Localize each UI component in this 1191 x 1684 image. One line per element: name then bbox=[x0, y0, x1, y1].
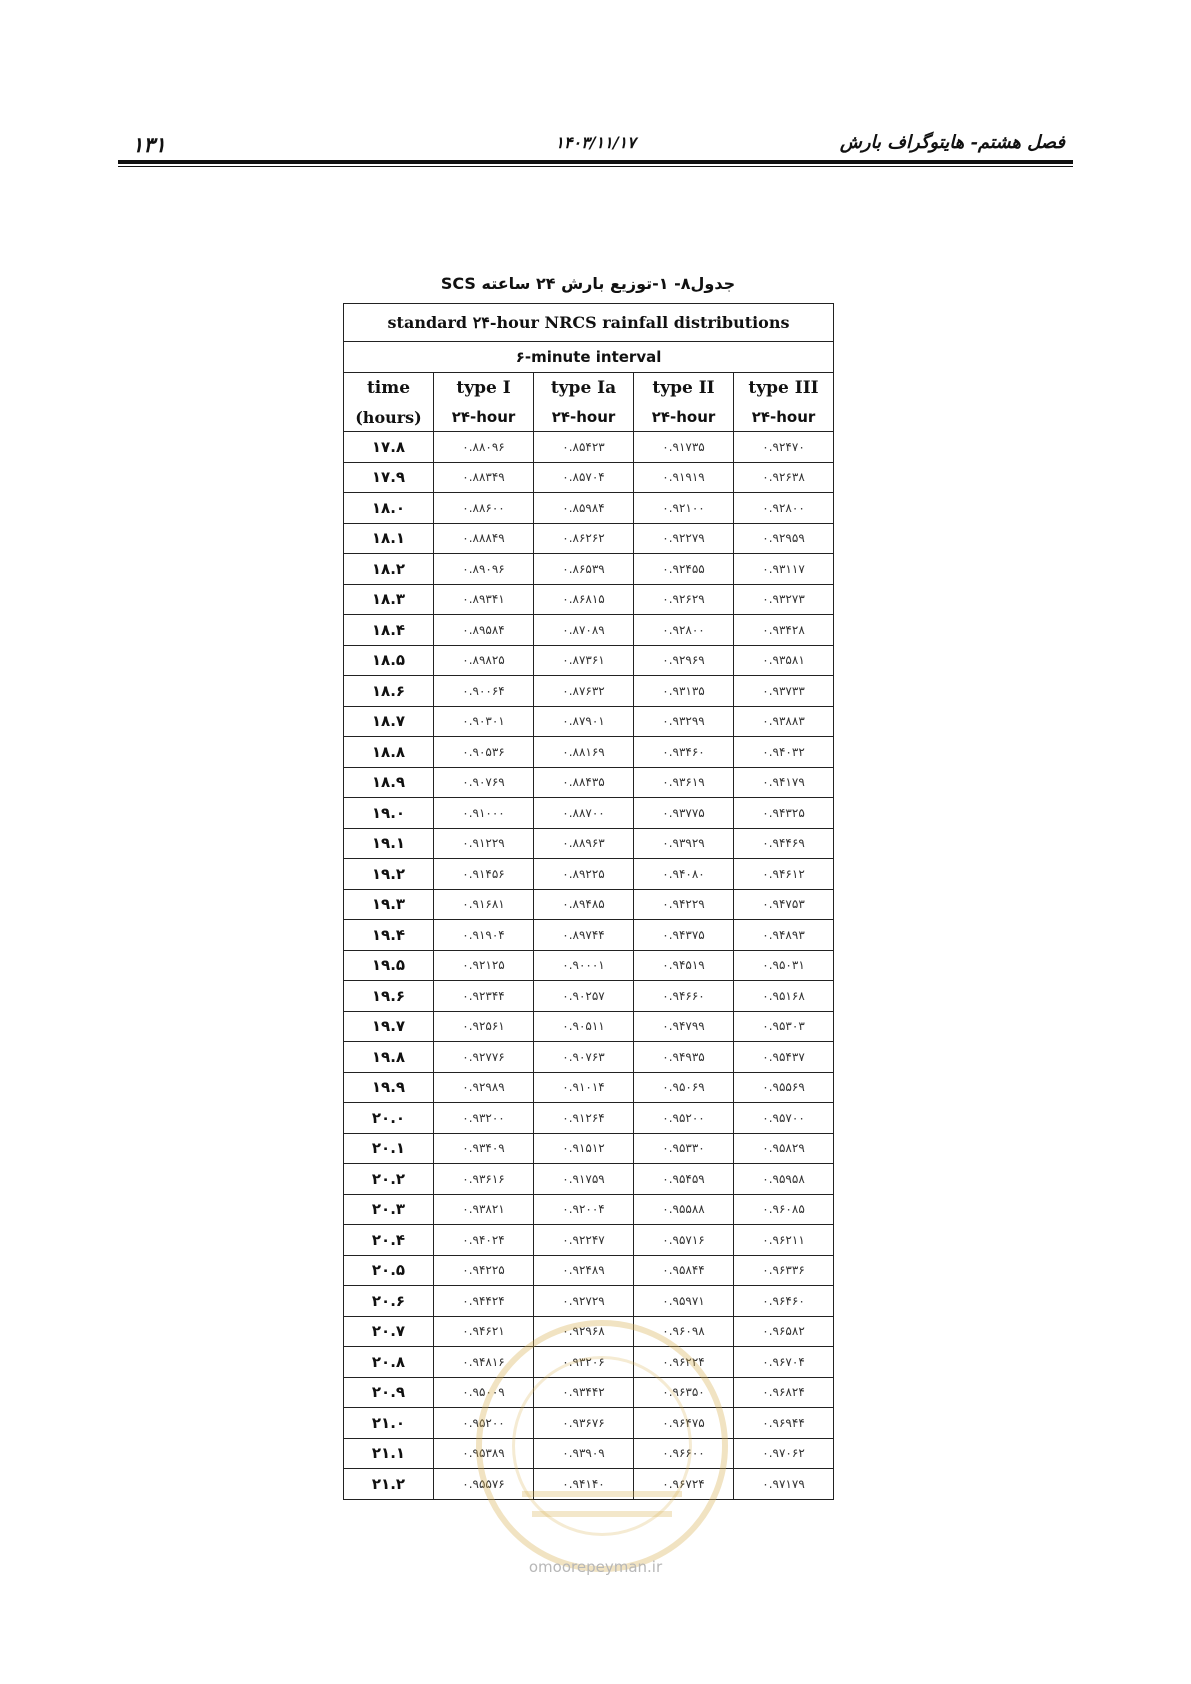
table-row bbox=[344, 920, 834, 951]
value-cell: ۰.۹۰۰۶۴ bbox=[434, 676, 534, 707]
value-cell: ۰.۹۲۹۸۹ bbox=[434, 1072, 534, 1103]
time-cell: ۱۹.۹ bbox=[344, 1072, 434, 1103]
column-unit: ۲۴-hour bbox=[434, 403, 534, 432]
value-cell: ۰.۹۳۲۹۹ bbox=[634, 706, 734, 737]
value-cell: ۰.۸۷۹۰۱ bbox=[534, 706, 634, 737]
value-cell: ۰.۹۴۲۲۵ bbox=[434, 1255, 534, 1286]
value-cell: ۰.۹۱۰۰۰ bbox=[434, 798, 534, 829]
value-cell: ۰.۸۹۲۲۵ bbox=[534, 859, 634, 890]
table-row bbox=[344, 828, 834, 859]
value-cell: ۰.۹۵۹۵۸ bbox=[734, 1164, 834, 1195]
value-cell: ۰.۹۵۰۳۱ bbox=[734, 950, 834, 981]
value-cell: ۰.۹۳۴۰۹ bbox=[434, 1133, 534, 1164]
value-cell: ۰.۸۸۳۴۹ bbox=[434, 462, 534, 493]
time-cell: ۱۹.۶ bbox=[344, 981, 434, 1012]
table-row bbox=[344, 462, 834, 493]
time-cell: ۲۰.۲ bbox=[344, 1164, 434, 1195]
value-cell: ۰.۹۲۶۳۸ bbox=[734, 462, 834, 493]
value-cell: ۰.۹۵۲۰۰ bbox=[434, 1408, 534, 1439]
table-row bbox=[344, 1377, 834, 1408]
time-cell: ۱۸.۳ bbox=[344, 584, 434, 615]
table-row bbox=[344, 798, 834, 829]
value-cell: ۰.۹۴۰۳۲ bbox=[734, 737, 834, 768]
value-cell: ۰.۸۶۲۶۲ bbox=[534, 523, 634, 554]
time-cell: ۱۷.۹ bbox=[344, 462, 434, 493]
value-cell: ۰.۹۰۰۰۱ bbox=[534, 950, 634, 981]
value-cell: ۰.۹۱۲۲۹ bbox=[434, 828, 534, 859]
value-cell: ۰.۹۵۴۳۷ bbox=[734, 1042, 834, 1073]
table-row bbox=[344, 1194, 834, 1225]
value-cell: ۰.۹۳۴۴۲ bbox=[534, 1377, 634, 1408]
value-cell: ۰.۹۳۷۳۳ bbox=[734, 676, 834, 707]
value-cell: ۰.۸۵۴۲۳ bbox=[534, 432, 634, 463]
watermark-site: omoorepeyman.ir bbox=[528, 1558, 663, 1576]
value-cell: ۰.۹۱۴۵۶ bbox=[434, 859, 534, 890]
value-cell: ۰.۹۲۱۲۵ bbox=[434, 950, 534, 981]
column-header: type Ia bbox=[534, 373, 634, 404]
value-cell: ۰.۹۲۲۴۷ bbox=[534, 1225, 634, 1256]
value-cell: ۰.۸۶۸۱۵ bbox=[534, 584, 634, 615]
value-cell: ۰.۹۲۷۲۹ bbox=[534, 1286, 634, 1317]
table-row bbox=[344, 432, 834, 463]
value-cell: ۰.۹۴۷۵۳ bbox=[734, 889, 834, 920]
column-unit: ۲۴-hour bbox=[534, 403, 634, 432]
value-cell: ۰.۹۴۴۶۹ bbox=[734, 828, 834, 859]
table-subtitle: ۶-minute interval bbox=[344, 342, 834, 373]
value-cell: ۰.۹۲۶۲۹ bbox=[634, 584, 734, 615]
value-cell: ۰.۹۴۸۱۶ bbox=[434, 1347, 534, 1378]
time-cell: ۱۹.۵ bbox=[344, 950, 434, 981]
value-cell: ۰.۹۲۸۰۰ bbox=[734, 493, 834, 524]
value-cell: ۰.۹۲۷۷۶ bbox=[434, 1042, 534, 1073]
time-cell: ۲۰.۰ bbox=[344, 1103, 434, 1134]
value-cell: ۰.۹۶۷۰۴ bbox=[734, 1347, 834, 1378]
table-row bbox=[344, 1438, 834, 1469]
value-cell: ۰.۹۳۴۶۰ bbox=[634, 737, 734, 768]
value-cell: ۰.۹۵۳۸۹ bbox=[434, 1438, 534, 1469]
table-row bbox=[344, 1225, 834, 1256]
value-cell: ۰.۹۳۴۲۸ bbox=[734, 615, 834, 646]
column-header: time bbox=[344, 373, 434, 404]
value-cell: ۰.۹۵۸۴۴ bbox=[634, 1255, 734, 1286]
value-cell: ۰.۹۵۱۶۸ bbox=[734, 981, 834, 1012]
value-cell: ۰.۸۸۱۶۹ bbox=[534, 737, 634, 768]
value-cell: ۰.۹۴۳۲۵ bbox=[734, 798, 834, 829]
value-cell: ۰.۹۱۰۱۴ bbox=[534, 1072, 634, 1103]
value-cell: ۰.۸۸۸۴۹ bbox=[434, 523, 534, 554]
value-cell: ۰.۹۲۱۰۰ bbox=[634, 493, 734, 524]
time-cell: ۲۰.۱ bbox=[344, 1133, 434, 1164]
table-row bbox=[344, 706, 834, 737]
table-row bbox=[344, 1011, 834, 1042]
time-cell: ۱۸.۴ bbox=[344, 615, 434, 646]
table-row bbox=[344, 1133, 834, 1164]
column-unit-row bbox=[344, 403, 834, 432]
time-cell: ۲۰.۷ bbox=[344, 1316, 434, 1347]
value-cell: ۰.۸۹۳۴۱ bbox=[434, 584, 534, 615]
value-cell: ۰.۹۵۵۶۹ bbox=[734, 1072, 834, 1103]
value-cell: ۰.۹۴۴۲۴ bbox=[434, 1286, 534, 1317]
header-rule-thin bbox=[118, 166, 1073, 167]
value-cell: ۰.۸۸۹۶۳ bbox=[534, 828, 634, 859]
value-cell: ۰.۹۶۷۲۴ bbox=[634, 1469, 734, 1500]
value-cell: ۰.۹۳۶۱۹ bbox=[634, 767, 734, 798]
rainfall-distribution-table bbox=[343, 303, 834, 1500]
value-cell: ۰.۹۱۲۶۴ bbox=[534, 1103, 634, 1134]
value-cell: ۰.۹۳۸۲۱ bbox=[434, 1194, 534, 1225]
time-cell: ۱۹.۳ bbox=[344, 889, 434, 920]
value-cell: ۰.۹۲۸۰۰ bbox=[634, 615, 734, 646]
value-cell: ۰.۹۳۷۷۵ bbox=[634, 798, 734, 829]
column-header-row bbox=[344, 373, 834, 404]
value-cell: ۰.۹۳۲۰۶ bbox=[534, 1347, 634, 1378]
value-cell: ۰.۹۵۸۲۹ bbox=[734, 1133, 834, 1164]
value-cell: ۰.۹۵۳۳۰ bbox=[634, 1133, 734, 1164]
value-cell: ۰.۹۰۷۶۹ bbox=[434, 767, 534, 798]
value-cell: ۰.۸۶۵۳۹ bbox=[534, 554, 634, 585]
value-cell: ۰.۹۱۷۵۹ bbox=[534, 1164, 634, 1195]
value-cell: ۰.۹۳۸۸۳ bbox=[734, 706, 834, 737]
value-cell: ۰.۸۹۷۴۴ bbox=[534, 920, 634, 951]
table-row bbox=[344, 1469, 834, 1500]
value-cell: ۰.۹۶۰۹۸ bbox=[634, 1316, 734, 1347]
value-cell: ۰.۹۲۴۵۵ bbox=[634, 554, 734, 585]
value-cell: ۰.۹۵۵۸۸ bbox=[634, 1194, 734, 1225]
table-row bbox=[344, 1164, 834, 1195]
value-cell: ۰.۹۶۴۷۵ bbox=[634, 1408, 734, 1439]
time-cell: ۱۸.۶ bbox=[344, 676, 434, 707]
time-cell: ۱۸.۹ bbox=[344, 767, 434, 798]
table-row bbox=[344, 767, 834, 798]
value-cell: ۰.۹۰۵۱۱ bbox=[534, 1011, 634, 1042]
value-cell: ۰.۹۴۳۷۵ bbox=[634, 920, 734, 951]
time-cell: ۱۹.۰ bbox=[344, 798, 434, 829]
value-cell: ۰.۹۶۴۶۰ bbox=[734, 1286, 834, 1317]
value-cell: ۰.۹۳۱۱۷ bbox=[734, 554, 834, 585]
table-row bbox=[344, 554, 834, 585]
table-row bbox=[344, 1103, 834, 1134]
value-cell: ۰.۹۲۹۶۹ bbox=[634, 645, 734, 676]
value-cell: ۰.۹۲۲۷۹ bbox=[634, 523, 734, 554]
value-cell: ۰.۹۵۳۰۳ bbox=[734, 1011, 834, 1042]
value-cell: ۰.۹۳۱۳۵ bbox=[634, 676, 734, 707]
value-cell: ۰.۸۷۰۸۹ bbox=[534, 615, 634, 646]
value-cell: ۰.۹۶۵۸۲ bbox=[734, 1316, 834, 1347]
value-cell: ۰.۹۷۱۷۹ bbox=[734, 1469, 834, 1500]
value-cell: ۰.۹۱۶۸۱ bbox=[434, 889, 534, 920]
value-cell: ۰.۹۰۵۳۶ bbox=[434, 737, 534, 768]
value-cell: ۰.۸۸۶۰۰ bbox=[434, 493, 534, 524]
value-cell: ۰.۹۵۷۰۰ bbox=[734, 1103, 834, 1134]
value-cell: ۰.۸۹۵۸۴ bbox=[434, 615, 534, 646]
value-cell: ۰.۹۴۶۶۰ bbox=[634, 981, 734, 1012]
value-cell: ۰.۹۲۵۶۱ bbox=[434, 1011, 534, 1042]
table-row bbox=[344, 676, 834, 707]
value-cell: ۰.۹۴۶۲۱ bbox=[434, 1316, 534, 1347]
time-cell: ۱۹.۲ bbox=[344, 859, 434, 890]
value-cell: ۰.۹۵۵۷۶ bbox=[434, 1469, 534, 1500]
table-row bbox=[344, 889, 834, 920]
value-cell: ۰.۸۷۶۳۲ bbox=[534, 676, 634, 707]
column-unit: ۲۴-hour bbox=[734, 403, 834, 432]
value-cell: ۰.۹۳۲۷۳ bbox=[734, 584, 834, 615]
value-cell: ۰.۹۰۷۶۳ bbox=[534, 1042, 634, 1073]
value-cell: ۰.۹۵۷۱۶ bbox=[634, 1225, 734, 1256]
time-cell: ۲۰.۹ bbox=[344, 1377, 434, 1408]
value-cell: ۰.۹۴۲۲۹ bbox=[634, 889, 734, 920]
table-row bbox=[344, 1347, 834, 1378]
table-row bbox=[344, 1408, 834, 1439]
value-cell: ۰.۹۵۲۰۰ bbox=[634, 1103, 734, 1134]
value-cell: ۰.۹۰۲۵۷ bbox=[534, 981, 634, 1012]
value-cell: ۰.۹۲۴۸۹ bbox=[534, 1255, 634, 1286]
time-cell: ۱۹.۷ bbox=[344, 1011, 434, 1042]
value-cell: ۰.۹۵۴۵۹ bbox=[634, 1164, 734, 1195]
value-cell: ۰.۸۸۴۳۵ bbox=[534, 767, 634, 798]
value-cell: ۰.۹۲۹۶۸ bbox=[534, 1316, 634, 1347]
table-row bbox=[344, 584, 834, 615]
value-cell: ۰.۹۱۷۳۵ bbox=[634, 432, 734, 463]
page-header bbox=[118, 128, 1073, 156]
time-cell: ۲۱.۰ bbox=[344, 1408, 434, 1439]
table-title: standard ۲۴-hour NRCS rainfall distributions bbox=[344, 304, 834, 342]
page-number: ۱۳۱ bbox=[132, 132, 166, 157]
table-row bbox=[344, 981, 834, 1012]
value-cell: ۰.۹۶۲۱۱ bbox=[734, 1225, 834, 1256]
chapter-title: فصل هشتم- هایتوگراف بارش bbox=[839, 132, 1065, 153]
value-cell: ۰.۹۴۰۸۰ bbox=[634, 859, 734, 890]
value-cell: ۰.۹۶۹۴۴ bbox=[734, 1408, 834, 1439]
value-cell: ۰.۹۶۳۵۰ bbox=[634, 1377, 734, 1408]
value-cell: ۰.۹۶۰۸۵ bbox=[734, 1194, 834, 1225]
header-date: ۱۴۰۳/۱۱/۱۷ bbox=[555, 133, 636, 152]
time-cell: ۲۱.۱ bbox=[344, 1438, 434, 1469]
value-cell: ۰.۸۹۴۸۵ bbox=[534, 889, 634, 920]
value-cell: ۰.۸۵۷۰۴ bbox=[534, 462, 634, 493]
value-cell: ۰.۹۰۳۰۱ bbox=[434, 706, 534, 737]
time-cell: ۱۹.۴ bbox=[344, 920, 434, 951]
value-cell: ۰.۹۱۹۰۴ bbox=[434, 920, 534, 951]
value-cell: ۰.۹۴۱۴۰ bbox=[534, 1469, 634, 1500]
time-cell: ۲۰.۶ bbox=[344, 1286, 434, 1317]
value-cell: ۰.۹۲۹۵۹ bbox=[734, 523, 834, 554]
table-row bbox=[344, 950, 834, 981]
value-cell: ۰.۸۵۹۸۴ bbox=[534, 493, 634, 524]
value-cell: ۰.۹۶۲۲۴ bbox=[634, 1347, 734, 1378]
table-row bbox=[344, 645, 834, 676]
value-cell: ۰.۹۲۴۷۰ bbox=[734, 432, 834, 463]
table-row bbox=[344, 1316, 834, 1347]
time-cell: ۲۰.۸ bbox=[344, 1347, 434, 1378]
value-cell: ۰.۹۴۷۹۹ bbox=[634, 1011, 734, 1042]
time-cell: ۱۹.۱ bbox=[344, 828, 434, 859]
table-row bbox=[344, 1286, 834, 1317]
column-unit: ۲۴-hour bbox=[634, 403, 734, 432]
time-cell: ۱۹.۸ bbox=[344, 1042, 434, 1073]
value-cell: ۰.۹۱۹۱۹ bbox=[634, 462, 734, 493]
value-cell: ۰.۹۴۰۲۴ bbox=[434, 1225, 534, 1256]
time-cell: ۱۸.۷ bbox=[344, 706, 434, 737]
value-cell: ۰.۹۵۰۶۹ bbox=[634, 1072, 734, 1103]
value-cell: ۰.۸۹۰۹۶ bbox=[434, 554, 534, 585]
value-cell: ۰.۹۳۹۲۹ bbox=[634, 828, 734, 859]
column-unit: (hours) bbox=[344, 403, 434, 432]
table-row bbox=[344, 1072, 834, 1103]
value-cell: ۰.۹۴۹۳۵ bbox=[634, 1042, 734, 1073]
time-cell: ۱۸.۵ bbox=[344, 645, 434, 676]
table-row bbox=[344, 1042, 834, 1073]
header-rule bbox=[118, 160, 1073, 164]
time-cell: ۱۷.۸ bbox=[344, 432, 434, 463]
value-cell: ۰.۹۱۵۱۲ bbox=[534, 1133, 634, 1164]
value-cell: ۰.۹۲۰۰۴ bbox=[534, 1194, 634, 1225]
value-cell: ۰.۸۷۳۶۱ bbox=[534, 645, 634, 676]
value-cell: ۰.۹۳۶۱۶ bbox=[434, 1164, 534, 1195]
value-cell: ۰.۹۷۰۶۲ bbox=[734, 1438, 834, 1469]
time-cell: ۲۱.۲ bbox=[344, 1469, 434, 1500]
column-header: type III bbox=[734, 373, 834, 404]
time-cell: ۱۸.۲ bbox=[344, 554, 434, 585]
column-header: type I bbox=[434, 373, 534, 404]
value-cell: ۰.۹۳۵۸۱ bbox=[734, 645, 834, 676]
value-cell: ۰.۹۴۱۷۹ bbox=[734, 767, 834, 798]
table-row bbox=[344, 523, 834, 554]
table-row bbox=[344, 493, 834, 524]
value-cell: ۰.۹۶۳۳۶ bbox=[734, 1255, 834, 1286]
table-row bbox=[344, 1255, 834, 1286]
value-cell: ۰.۹۶۸۲۴ bbox=[734, 1377, 834, 1408]
value-cell: ۰.۹۶۶۰۰ bbox=[634, 1438, 734, 1469]
value-cell: ۰.۹۳۲۰۰ bbox=[434, 1103, 534, 1134]
value-cell: ۰.۹۳۶۷۶ bbox=[534, 1408, 634, 1439]
time-cell: ۲۰.۴ bbox=[344, 1225, 434, 1256]
value-cell: ۰.۹۴۵۱۹ bbox=[634, 950, 734, 981]
table-caption: جدول۸- ۱-توزیع بارش ۲۴ ساعته SCS bbox=[440, 274, 736, 293]
table-row bbox=[344, 615, 834, 646]
value-cell: ۰.۹۴۸۹۳ bbox=[734, 920, 834, 951]
time-cell: ۲۰.۵ bbox=[344, 1255, 434, 1286]
value-cell: ۰.۹۵۹۷۱ bbox=[634, 1286, 734, 1317]
value-cell: ۰.۹۴۶۱۲ bbox=[734, 859, 834, 890]
value-cell: ۰.۸۹۸۲۵ bbox=[434, 645, 534, 676]
value-cell: ۰.۹۳۹۰۹ bbox=[534, 1438, 634, 1469]
time-cell: ۱۸.۸ bbox=[344, 737, 434, 768]
column-header: type II bbox=[634, 373, 734, 404]
table-row bbox=[344, 737, 834, 768]
value-cell: ۰.۸۸۰۹۶ bbox=[434, 432, 534, 463]
value-cell: ۰.۹۲۳۴۴ bbox=[434, 981, 534, 1012]
time-cell: ۱۸.۱ bbox=[344, 523, 434, 554]
time-cell: ۱۸.۰ bbox=[344, 493, 434, 524]
value-cell: ۰.۹۵۰۰۹ bbox=[434, 1377, 534, 1408]
time-cell: ۲۰.۳ bbox=[344, 1194, 434, 1225]
value-cell: ۰.۸۸۷۰۰ bbox=[534, 798, 634, 829]
table-row bbox=[344, 859, 834, 890]
